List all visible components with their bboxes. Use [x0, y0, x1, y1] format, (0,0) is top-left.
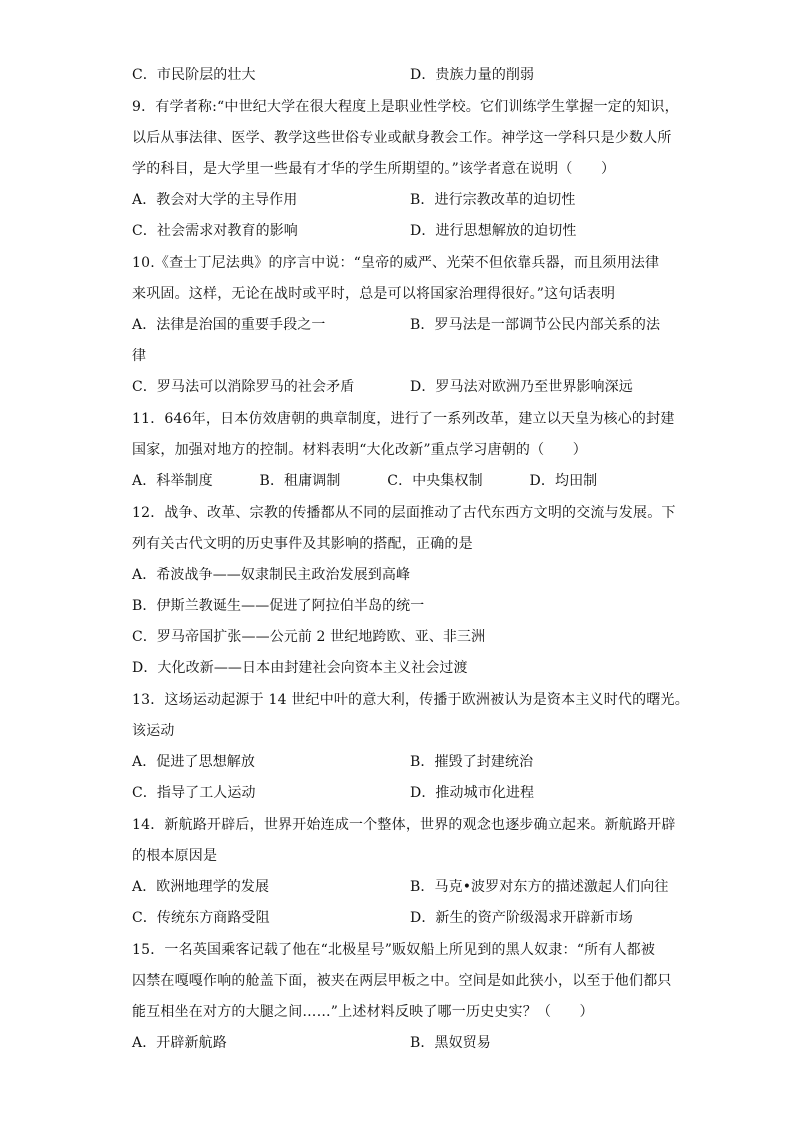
q9-option-a[interactable]: A．教会对大学的主导作用	[132, 192, 298, 208]
q8-option-d[interactable]: D．贵族力量的削弱	[410, 67, 535, 83]
q13-option-a[interactable]: A．促进了思想解放	[132, 754, 256, 770]
q14-option-d[interactable]: D．新生的资产阶级渴求开辟新市场	[410, 910, 633, 926]
q9-stem-line-3: 学的科目，是大学里一些最有才华的学生所期望的。”该学者意在说明（ ）	[132, 161, 616, 177]
q14-option-b[interactable]: B．马克•波罗对东方的描述激起人们向往	[410, 879, 669, 895]
q15-option-a[interactable]: A．开辟新航路	[132, 1035, 227, 1051]
q13-option-d[interactable]: D．推动城市化进程	[410, 785, 535, 801]
q10-stem-line-2: 来巩固。这样，无论在战时或平时，总是可以将国家治理得很好。”这句话表明	[132, 286, 616, 302]
q12-option-b[interactable]: B．伊斯兰教诞生——促进了阿拉伯半岛的统一	[132, 598, 425, 614]
q10-option-a[interactable]: A．法律是治国的重要手段之一	[132, 317, 326, 333]
q15-stem-line-2: 囚禁在嘎嘎作响的舱盖下面，被夹在两层甲板之中。空间是如此狭小，以至于他们都只	[132, 973, 672, 989]
q11-stem-line-1: 11．646年，日本仿效唐朝的典章制度，进行了一系列改革，建立以天皇为核心的封建	[132, 411, 675, 427]
q12-option-a[interactable]: A．希波战争——奴隶制民主政治发展到高峰	[132, 567, 411, 583]
q14-stem-line-2: 的根本原因是	[132, 848, 218, 864]
q10-option-b-continued: 律	[132, 348, 147, 364]
q12-stem-line-1: 12．战争、改革、宗教的传播都从不同的层面推动了古代东西方文明的交流与发展。下	[132, 505, 676, 521]
q10-option-b[interactable]: B．罗马法是一部调节公民内部关系的法	[410, 317, 661, 333]
q11-stem-line-2: 国家，加强对地方的控制。材料表明“大化改新”重点学习唐朝的（ ）	[132, 442, 587, 458]
q10-option-c[interactable]: C．罗马法可以消除罗马的社会矛盾	[132, 379, 355, 395]
q13-option-b[interactable]: B．摧毁了封建统治	[410, 754, 534, 770]
q14-stem-line-1: 14．新航路开辟后，世界开始连成一个整体，世界的观念也逐步确立起来。新航路开辟	[132, 817, 676, 833]
q13-stem-line-2: 该运动	[132, 723, 175, 739]
q15-option-b[interactable]: B．黑奴贸易	[410, 1035, 491, 1051]
q15-stem-line-3: 能互相坐在对方的大腿之间……”上述材料反映了哪一历史史实？（ ）	[132, 1004, 594, 1020]
q9-option-d[interactable]: D．进行思想解放的迫切性	[410, 223, 577, 239]
q10-option-d[interactable]: D．罗马法对欧洲乃至世界影响深远	[410, 379, 633, 395]
q13-stem-line-1: 13．这场运动起源于 14 世纪中叶的意大利，传播于欧洲被认为是资本主义时代的曙光。	[132, 692, 689, 708]
q13-option-c[interactable]: C．指导了工人运动	[132, 785, 256, 801]
q11-options-row[interactable]: A．科举制度 B．租庸调制 C．中央集权制 D．均田制	[132, 473, 598, 489]
q12-option-d[interactable]: D．大化改新——日本由封建社会向资本主义社会过渡	[132, 660, 468, 676]
q9-option-c[interactable]: C．社会需求对教育的影响	[132, 223, 298, 239]
q9-stem-line-2: 以后从事法律、医学、教学这些世俗专业或献身教会工作。神学这一学科只是少数人所	[132, 130, 672, 146]
q8-option-c[interactable]: C．市民阶层的壮大	[132, 67, 256, 83]
q12-stem-line-2: 列有关古代文明的历史事件及其影响的搭配，正确的是	[132, 536, 473, 552]
q10-stem-line-1: 10.《查士丁尼法典》的序言中说：“皇帝的威严、光荣不但依靠兵器，而且须用法律	[132, 255, 660, 271]
q14-option-a[interactable]: A．欧洲地理学的发展	[132, 879, 270, 895]
q9-stem-line-1: 9．有学者称:“中世纪大学在很大程度上是职业性学校。它们训练学生掌握一定的知识，	[132, 99, 679, 115]
q15-stem-line-1: 15．一名英国乘客记载了他在“北极星号”贩奴船上所见到的黑人奴隶：“所有人都被	[132, 942, 656, 958]
q9-option-b[interactable]: B．进行宗教改革的迫切性	[410, 192, 576, 208]
q14-option-c[interactable]: C．传统东方商路受阻	[132, 910, 270, 926]
q12-option-c[interactable]: C．罗马帝国扩张——公元前 2 世纪地跨欧、亚、非三洲	[132, 629, 486, 645]
